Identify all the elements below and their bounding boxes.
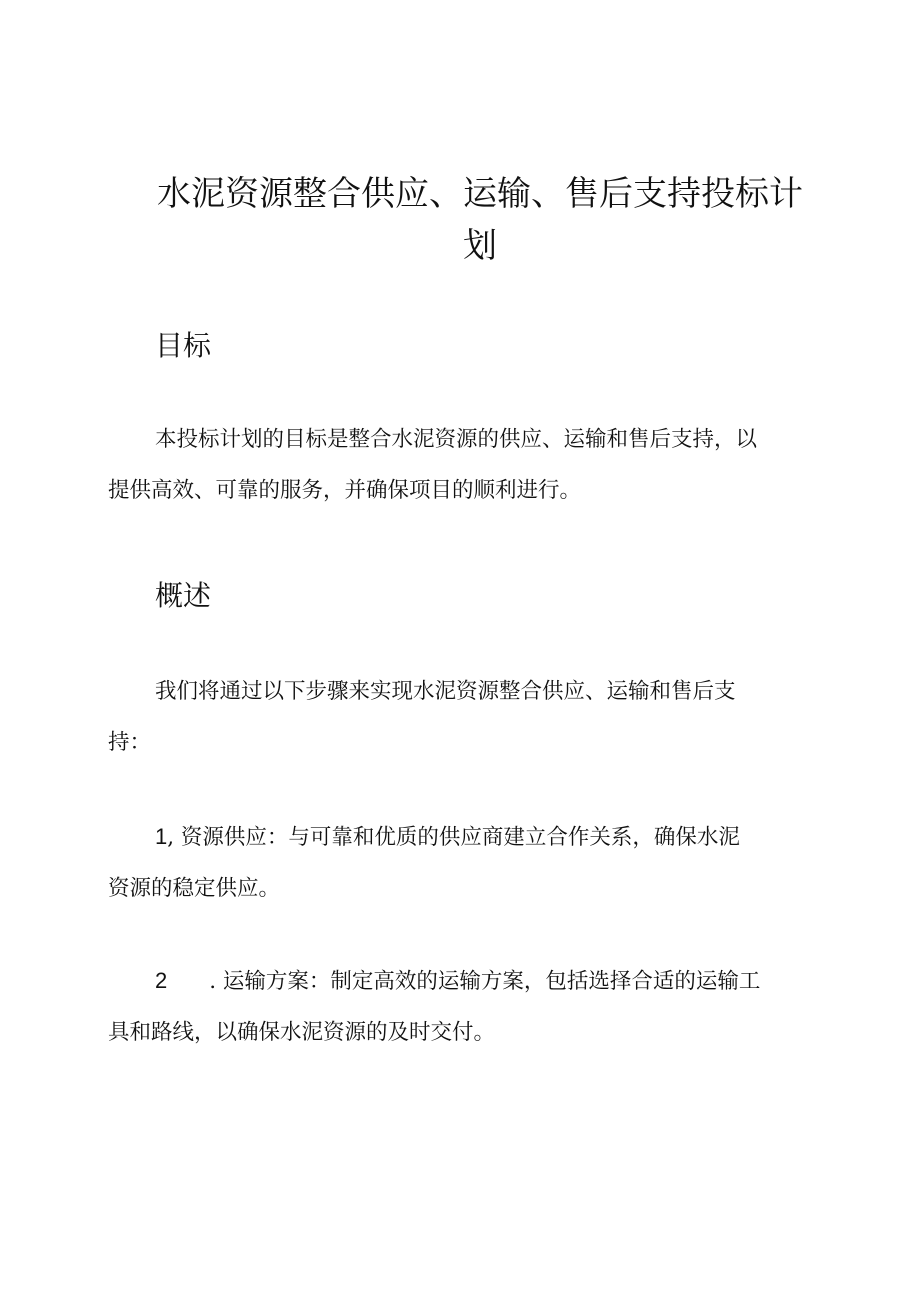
overview-paragraph-line-1: 我们将通过以下步骤来实现水泥资源整合供应、运输和售后支 (155, 679, 736, 704)
document-title (150, 168, 810, 272)
goal-paragraph-line-1: 本投标计划的目标是整合水泥资源的供应、运输和售后支持，以 (155, 427, 758, 452)
goal-paragraph (108, 414, 814, 516)
section-heading-goal: 目标 (155, 329, 212, 362)
step-2-text: . 运输方案：制定高效的运输方案，包括选择合适的运输工 (209, 969, 761, 994)
step-1-line-1 (108, 811, 814, 863)
title-line-1: 水泥资源整合供应、运输、售后支持投标计 (157, 174, 803, 214)
overview-paragraph (108, 666, 814, 768)
step-2-number: 2 (155, 968, 168, 993)
section-heading-overview: 概述 (155, 579, 212, 612)
step-1-paragraph (108, 811, 814, 914)
overview-paragraph-line-2: 持： (108, 730, 152, 755)
title-line-2: 划 (463, 226, 497, 266)
step-2-paragraph (108, 955, 814, 1058)
step-2-line-1 (108, 955, 814, 1007)
step-2-line-2: 具和路线，以确保水泥资源的及时交付。 (108, 1020, 496, 1045)
step-1-line-2: 资源的稳定供应。 (108, 876, 281, 901)
goal-paragraph-line-2: 提供高效、可靠的服务，并确保项目的顺利进行。 (108, 478, 582, 503)
step-1-text: , 资源供应：与可靠和优质的供应商建立合作关系，确保水泥 (167, 825, 740, 850)
step-1-number: 1 (155, 824, 168, 849)
